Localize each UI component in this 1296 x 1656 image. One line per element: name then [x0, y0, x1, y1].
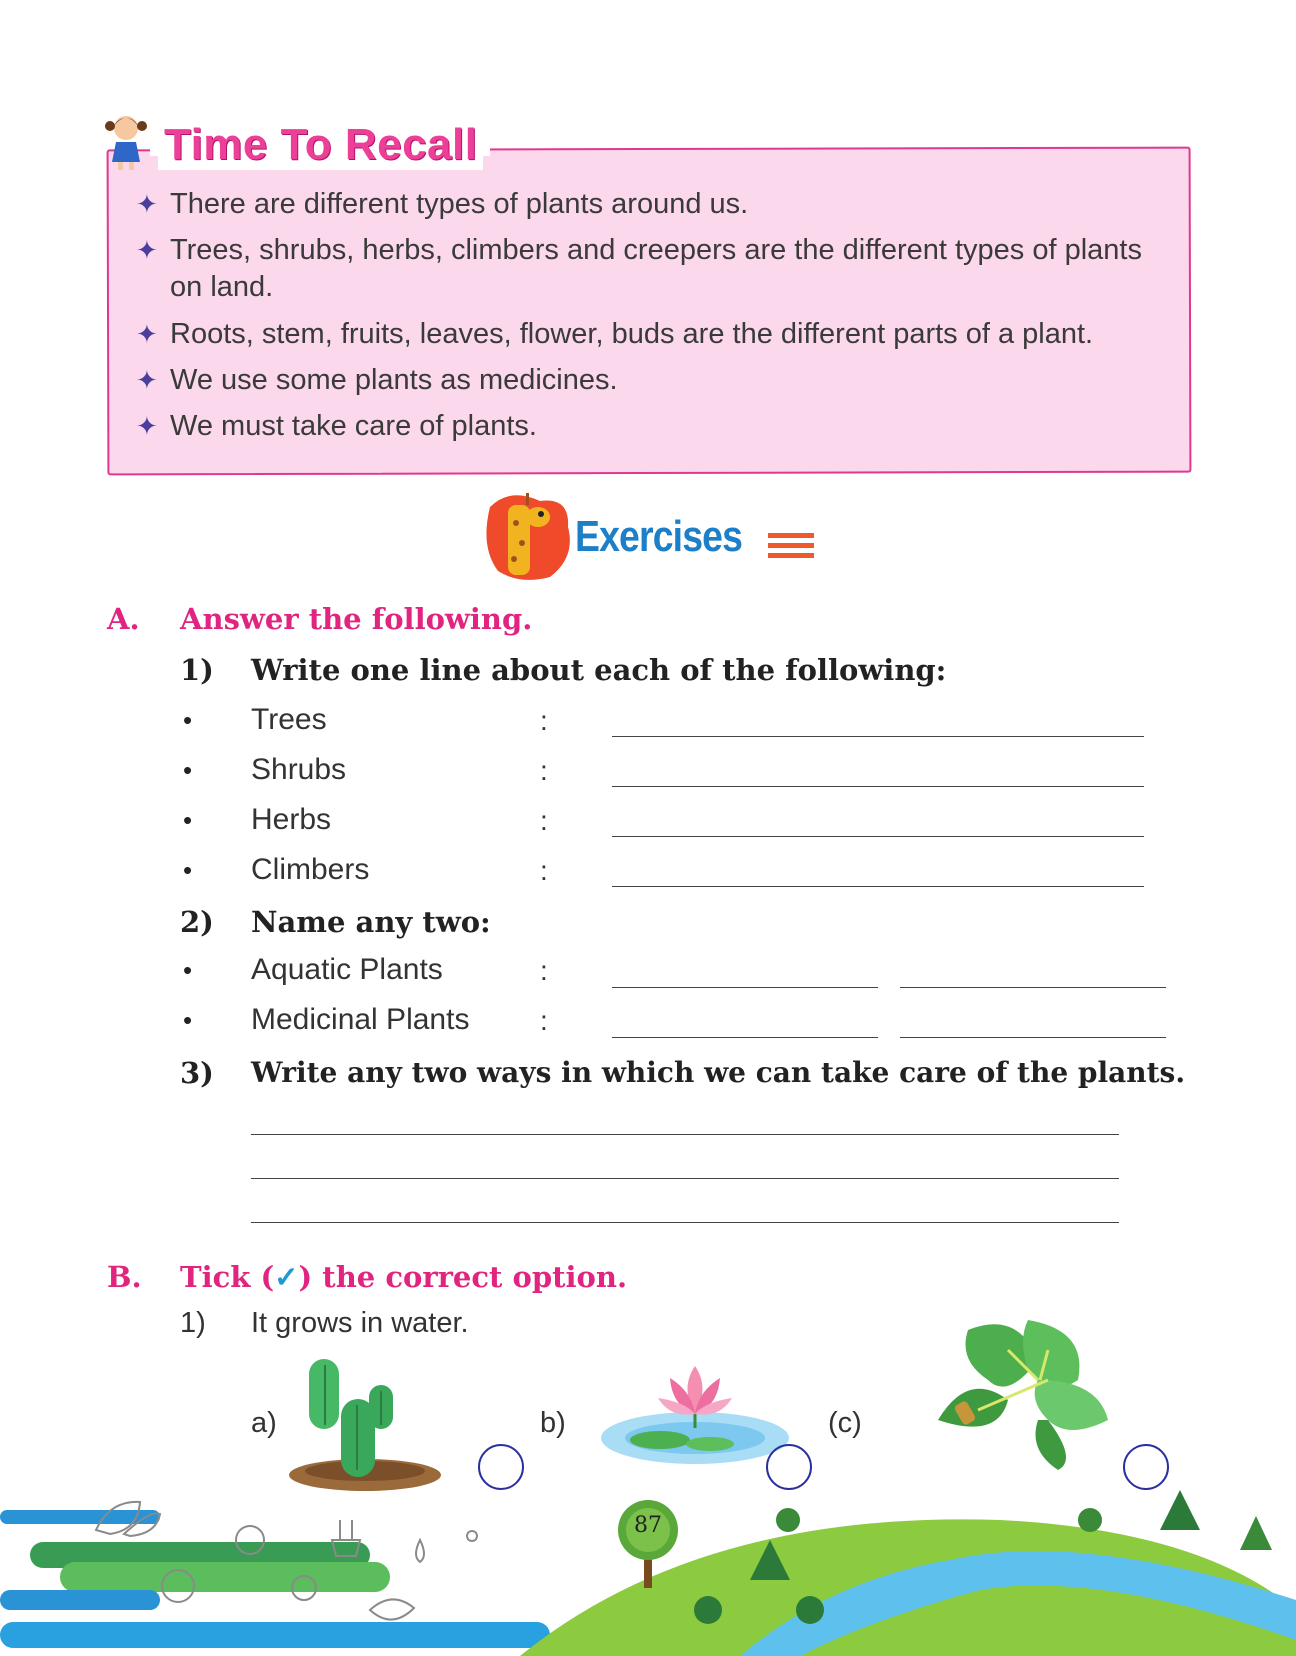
section-b-heading: Tick (✓) the correct option. [180, 1260, 628, 1294]
answer-line[interactable] [612, 836, 1144, 837]
answer-line[interactable] [251, 1134, 1119, 1135]
exercises-title-bar [768, 543, 814, 548]
girl-mascot-icon [100, 110, 152, 174]
colon: : [540, 705, 548, 736]
item-label-herbs: Herbs [251, 803, 332, 836]
question-text: Write one line about each of the following: [251, 653, 947, 687]
page-number: 87 [634, 1513, 662, 1538]
spinach-image [928, 1310, 1118, 1470]
question-text: Name any two: [251, 905, 491, 939]
tick-icon: ✓ [274, 1260, 299, 1294]
exercises-title: Exercises [575, 512, 743, 561]
exercises-title-bar [768, 533, 814, 538]
bullet: • [183, 1005, 193, 1035]
colon: : [540, 955, 548, 986]
giraffe-mascot-icon [480, 487, 575, 583]
recall-item: ✦ We must take care of plants. [136, 408, 1176, 445]
answer-line[interactable] [612, 886, 1144, 887]
answer-circle-b[interactable] [766, 1444, 812, 1490]
bullet: • [183, 755, 193, 785]
colon: : [540, 805, 548, 836]
item-label-medicinal-plants: Medicinal Plants [251, 1003, 470, 1036]
bullet: • [183, 805, 193, 835]
option-label-b: b) [540, 1407, 566, 1439]
section-a-heading: Answer the following. [180, 602, 533, 636]
answer-line[interactable] [900, 1037, 1166, 1038]
exercises-title-bar [768, 553, 814, 558]
bullet: • [183, 955, 193, 985]
section-b-letter: B. [107, 1260, 142, 1294]
item-label-shrubs: Shrubs [251, 753, 347, 786]
colon: : [540, 855, 548, 886]
bullet: • [183, 855, 193, 885]
answer-line[interactable] [251, 1222, 1119, 1223]
recall-item: ✦ We use some plants as medicines. [136, 362, 1176, 399]
answer-line[interactable] [612, 786, 1144, 787]
section-a-letter: A. [107, 602, 140, 636]
question-text: It grows in water. [251, 1307, 469, 1339]
answer-circle-c[interactable] [1123, 1444, 1169, 1490]
star-bullet-icon: ✦ [136, 319, 158, 349]
question-number: 1) [180, 653, 214, 687]
question-number: 3) [180, 1056, 214, 1090]
option-label-a: a) [251, 1407, 277, 1439]
star-bullet-icon: ✦ [136, 365, 158, 395]
answer-line[interactable] [612, 987, 878, 988]
answer-circle-a[interactable] [478, 1444, 524, 1490]
item-label-aquatic-plants: Aquatic Plants [251, 953, 443, 986]
star-bullet-icon: ✦ [136, 235, 158, 265]
answer-line[interactable] [251, 1178, 1119, 1179]
item-label-trees: Trees [251, 703, 327, 736]
question-number: 2) [180, 905, 214, 939]
answer-line[interactable] [612, 1037, 878, 1038]
colon: : [540, 755, 548, 786]
option-label-c: (c) [828, 1407, 862, 1439]
star-bullet-icon: ✦ [136, 189, 158, 219]
lotus-image [600, 1358, 790, 1468]
recall-item: ✦ Trees, shrubs, herbs, climbers and creepers are the different types of plants on land. [136, 234, 1142, 303]
colon: : [540, 1005, 548, 1036]
recall-item: ✦ Roots, stem, fruits, leaves, flower, buds are the different parts of a plant. [136, 316, 1176, 353]
recall-title: Time To Recall [158, 120, 483, 170]
answer-line[interactable] [900, 987, 1166, 988]
item-label-climbers: Climbers [251, 853, 370, 886]
star-bullet-icon: ✦ [136, 411, 158, 441]
bullet: • [183, 705, 193, 735]
answer-line[interactable] [612, 736, 1144, 737]
question-text: Write any two ways in which we can take care of the plants. [251, 1056, 1186, 1089]
cactus-image [285, 1345, 445, 1495]
recall-item: ✦ There are different types of plants around us. [136, 186, 1176, 223]
question-number: 1) [180, 1307, 206, 1339]
